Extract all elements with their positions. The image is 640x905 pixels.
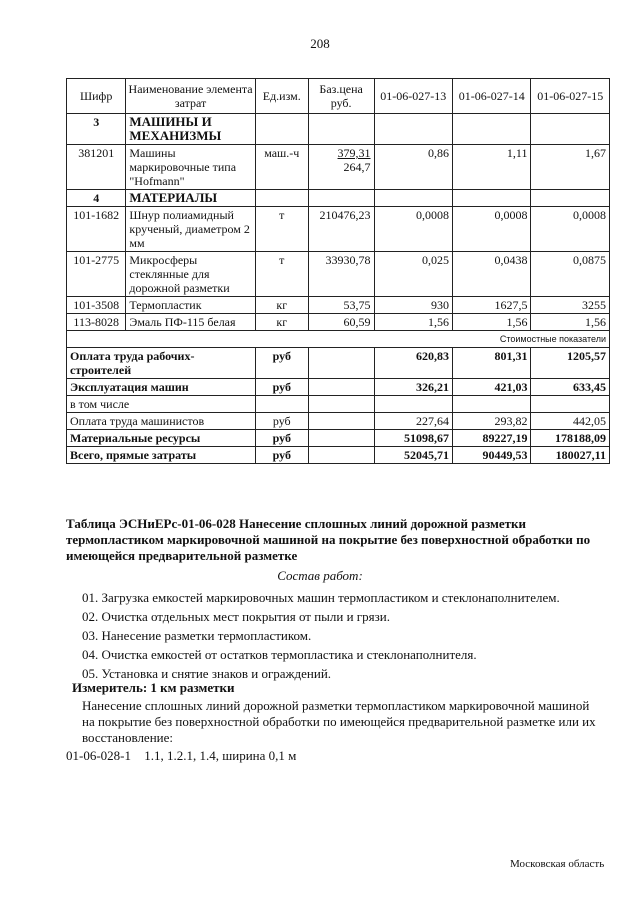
row-v14: 0,0438 bbox=[453, 252, 531, 297]
row-price: 210476,23 bbox=[308, 207, 374, 252]
summary-v13: 227,64 bbox=[374, 413, 452, 430]
list-item: 04. Очистка емкостей от остатков термопластика и стеклонаполнителя. bbox=[82, 647, 477, 662]
section-name: МАТЕРИАЛЫ bbox=[126, 190, 255, 207]
indicators-row bbox=[67, 331, 610, 348]
table-header-row bbox=[67, 79, 610, 114]
summary-v14: 89227,19 bbox=[453, 430, 531, 447]
list-item: 05. Установка и снятие знаков и ограждений. bbox=[82, 666, 332, 681]
row-v13: 1,56 bbox=[374, 314, 452, 331]
row-name: Эмаль ПФ-115 белая bbox=[126, 314, 255, 331]
summary-unit: руб bbox=[255, 348, 308, 379]
code-line-code: 01-06-028-1 bbox=[66, 748, 131, 763]
summary-v15: 180027,11 bbox=[531, 447, 610, 464]
header-price: Баз.цена руб. bbox=[308, 79, 374, 114]
summary-v14: 421,03 bbox=[453, 379, 531, 396]
row-v13: 0,0008 bbox=[374, 207, 452, 252]
table-row bbox=[67, 314, 610, 331]
header-col-15: 01-06-027-15 bbox=[531, 79, 610, 114]
description: Нанесение сплошных линий дорожной разметки термопластиком маркировочной машиной на покрытие без поверхностной обработки по имеющейся предварительной разметке или их восстановление: bbox=[82, 698, 596, 745]
row-code: 113-8028 bbox=[67, 314, 126, 331]
code-line bbox=[66, 748, 296, 764]
summary-row bbox=[67, 379, 610, 396]
row-price-2: 264,7 bbox=[343, 160, 371, 174]
row-code: 101-1682 bbox=[67, 207, 126, 252]
summary-v15: 633,45 bbox=[531, 379, 610, 396]
summary-row bbox=[67, 447, 610, 464]
resource-table bbox=[66, 78, 610, 464]
table-row bbox=[67, 297, 610, 314]
summary-name: Оплата труда рабочих-строителей bbox=[67, 348, 256, 379]
summary-unit: руб bbox=[255, 379, 308, 396]
summary-name: Материальные ресурсы bbox=[67, 430, 256, 447]
summary-unit: руб bbox=[255, 447, 308, 464]
summary-v14: 90449,53 bbox=[453, 447, 531, 464]
footer-region: Московская область bbox=[510, 858, 605, 870]
work-composition-title: Состав работ: bbox=[277, 568, 363, 583]
row-v14: 0,0008 bbox=[453, 207, 531, 252]
row-v13: 930 bbox=[374, 297, 452, 314]
indicators-label: Стоимостные показатели bbox=[67, 331, 610, 348]
header-col-13: 01-06-027-13 bbox=[374, 79, 452, 114]
header-unit: Ед.изм. bbox=[255, 79, 308, 114]
measure-unit: Измеритель: 1 км разметки bbox=[72, 680, 235, 695]
summary-v13: 51098,67 bbox=[374, 430, 452, 447]
table-row bbox=[67, 145, 610, 190]
summary-v13: 52045,71 bbox=[374, 447, 452, 464]
page-number: 208 bbox=[310, 36, 330, 51]
work-composition-list bbox=[82, 588, 602, 683]
list-item: 02. Очистка отдельных мест покрытия от пыли и грязи. bbox=[82, 609, 390, 624]
row-v15: 3255 bbox=[531, 297, 610, 314]
summary-row bbox=[67, 430, 610, 447]
section-row bbox=[67, 114, 610, 145]
summary-v13: 620,83 bbox=[374, 348, 452, 379]
summary-name: в том числе bbox=[67, 396, 256, 413]
row-unit: т bbox=[255, 252, 308, 297]
row-v14: 1627,5 bbox=[453, 297, 531, 314]
row-unit: маш.-ч bbox=[255, 145, 308, 190]
summary-v15: 1205,57 bbox=[531, 348, 610, 379]
row-name: Машины маркировочные типа "Hofmann" bbox=[126, 145, 255, 190]
code-line-text: 1.1, 1.2.1, 1.4, ширина 0,1 м bbox=[144, 748, 297, 763]
row-v13: 0,86 bbox=[374, 145, 452, 190]
row-code: 381201 bbox=[67, 145, 126, 190]
summary-name: Оплата труда машинистов bbox=[67, 413, 256, 430]
row-v15: 1,56 bbox=[531, 314, 610, 331]
row-name: Микросферы стеклянные для дорожной разметки bbox=[126, 252, 255, 297]
table-title: Таблица ЭСНиЕРс-01-06-028 Нанесение сплошных линий дорожной разметки термопластиком маркировочной машиной на покрытие без поверхностной обработки по имеющейся предварительной разметке bbox=[66, 516, 591, 563]
summary-v14: 801,31 bbox=[453, 348, 531, 379]
row-v14: 1,11 bbox=[453, 145, 531, 190]
summary-v15: 442,05 bbox=[531, 413, 610, 430]
row-unit: кг bbox=[255, 297, 308, 314]
header-cipher: Шифр bbox=[67, 79, 126, 114]
row-name: Шнур полиамидный крученый, диаметром 2 мм bbox=[126, 207, 255, 252]
summary-name: Эксплуатация машин bbox=[67, 379, 256, 396]
summary-v13: 326,21 bbox=[374, 379, 452, 396]
row-v15: 1,67 bbox=[531, 145, 610, 190]
row-v15: 0,0875 bbox=[531, 252, 610, 297]
header-col-14: 01-06-027-14 bbox=[453, 79, 531, 114]
row-v14: 1,56 bbox=[453, 314, 531, 331]
row-v15: 0,0008 bbox=[531, 207, 610, 252]
summary-row bbox=[67, 348, 610, 379]
row-price bbox=[308, 145, 374, 190]
row-unit: т bbox=[255, 207, 308, 252]
summary-v15: 178188,09 bbox=[531, 430, 610, 447]
row-price: 33930,78 bbox=[308, 252, 374, 297]
list-item: 01. Загрузка емкостей маркировочных машин термопластиком и стеклонаполнителем. bbox=[82, 590, 560, 605]
section-code: 4 bbox=[67, 190, 126, 207]
section-code: 3 bbox=[67, 114, 126, 145]
summary-unit: руб bbox=[255, 413, 308, 430]
summary-name: Всего, прямые затраты bbox=[67, 447, 256, 464]
list-item: 03. Нанесение разметки термопластиком. bbox=[82, 628, 312, 643]
summary-row bbox=[67, 396, 610, 413]
row-price: 60,59 bbox=[308, 314, 374, 331]
row-v13: 0,025 bbox=[374, 252, 452, 297]
summary-v14: 293,82 bbox=[453, 413, 531, 430]
section-row bbox=[67, 190, 610, 207]
table-row bbox=[67, 252, 610, 297]
row-price: 53,75 bbox=[308, 297, 374, 314]
row-code: 101-3508 bbox=[67, 297, 126, 314]
row-name: Термопластик bbox=[126, 297, 255, 314]
row-price-1: 379,31 bbox=[337, 146, 371, 160]
row-unit: кг bbox=[255, 314, 308, 331]
summary-unit: руб bbox=[255, 430, 308, 447]
row-code: 101-2775 bbox=[67, 252, 126, 297]
summary-row bbox=[67, 413, 610, 430]
section-name: МАШИНЫ И МЕХАНИЗМЫ bbox=[126, 114, 255, 145]
table-row bbox=[67, 207, 610, 252]
header-name: Наименование элемента затрат bbox=[126, 79, 255, 114]
